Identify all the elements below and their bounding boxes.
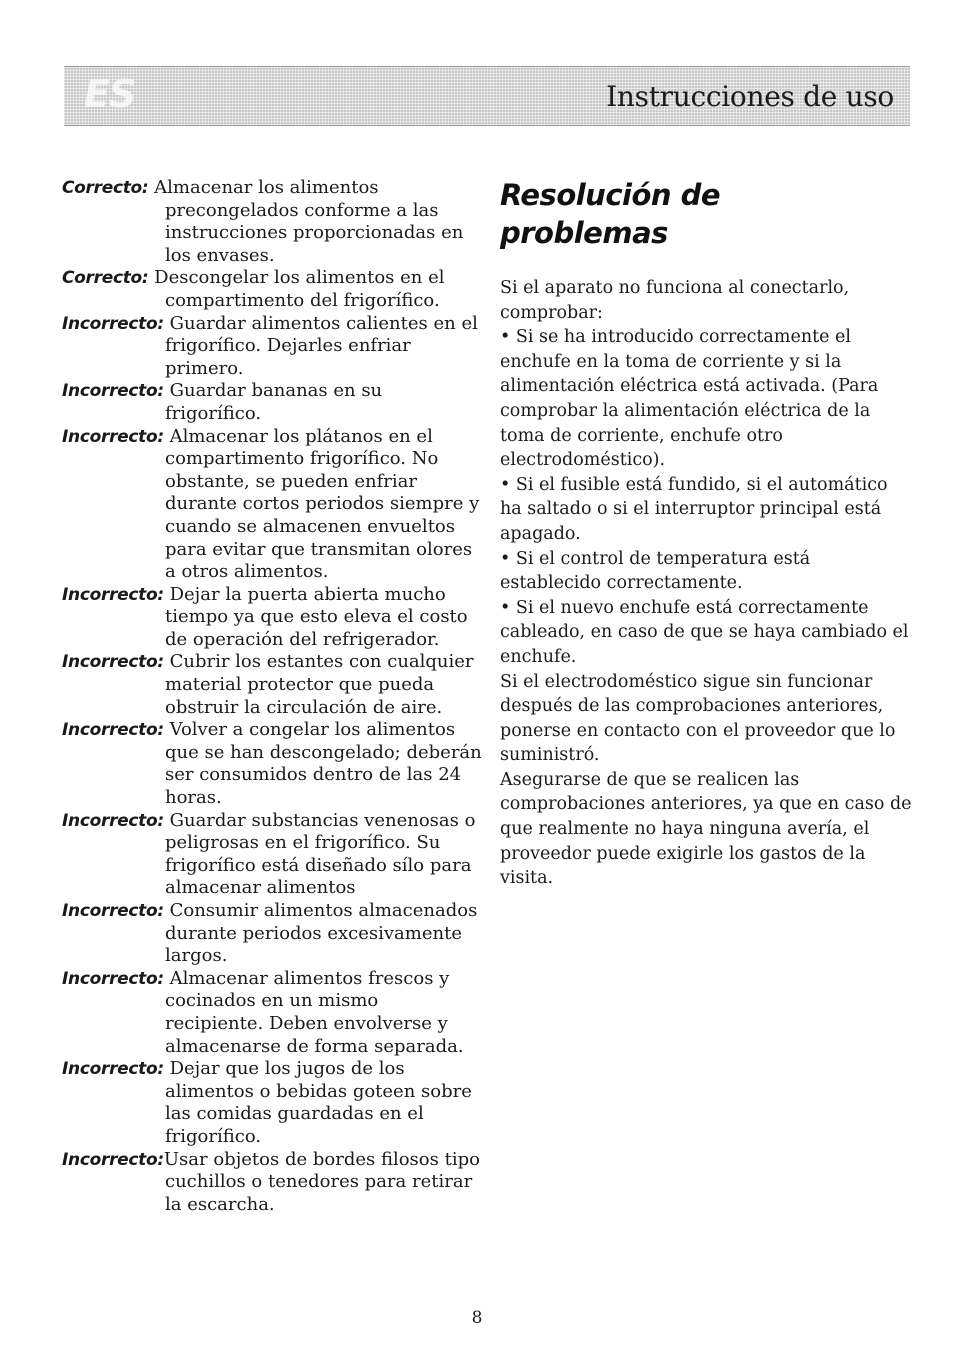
entry-text: Usar objetos de bordes filosos tipo cuchillos o tenedores para retirar la escarcha. xyxy=(163,1148,480,1215)
entry-label: Correcto: xyxy=(62,178,149,198)
list-item xyxy=(62,380,482,425)
left-column xyxy=(62,177,482,1216)
list-item xyxy=(62,177,482,267)
list-item xyxy=(62,584,482,652)
list-item xyxy=(62,313,482,381)
list-item xyxy=(62,1058,482,1148)
entry-label: Incorrecto: xyxy=(62,1149,164,1170)
body-paragraph: Asegurarse de que se realicen las comprobaciones anteriores, ya que en caso de que realmente no haya ninguna avería, el proveedor puede exigirle los gastos de la visita. xyxy=(500,769,912,889)
entry-label: Incorrecto: xyxy=(62,584,164,605)
entry-label: Incorrecto: xyxy=(62,720,164,741)
entry-text: Cubrir los estantes con cualquier material protector que pueda obstruir la circulación de aire. xyxy=(163,651,474,718)
section-title-line-1: Resolución de xyxy=(500,178,721,212)
list-item xyxy=(62,968,482,1058)
entry-label: Incorrecto: xyxy=(62,426,164,447)
list-item xyxy=(62,267,482,312)
intro-paragraph: Si el aparato no funciona al conectarlo, comprobar: xyxy=(500,278,850,323)
check-item: • Si se ha introducido correctamente el enchufe en la toma de corriente y si la alimentación eléctrica está activada. (Para comprobar la alimentación eléctrica de la toma de corriente, enchufe otro electrodoméstico). xyxy=(500,327,879,471)
entry-text: Almacenar los plátanos en el compartimento frigorífico. No obstante, se pueden enfriar durante cortos periodos siempre y cuando se almacenen envueltos para evitar que transmitan olores a otros alimentos. xyxy=(163,425,480,583)
section-title xyxy=(500,176,912,252)
check-item: • Si el fusible está fundido, si el automático ha saltado o si el interruptor principal está apagado. xyxy=(500,474,888,544)
entry-text: Consumir alimentos almacenados durante periodos excesivamente largos. xyxy=(163,900,478,967)
list-item xyxy=(62,1149,482,1217)
entry-text: Almacenar alimentos frescos y cocinados en un mismo recipiente. Deben envolverse y almacenarse de forma separada. xyxy=(163,967,464,1057)
section-title-line-2: problemas xyxy=(500,216,668,250)
entry-text: Dejar la puerta abierta mucho tiempo ya que esto eleva el costo de operación del refrigerador. xyxy=(163,583,468,650)
right-column xyxy=(500,176,912,891)
list-item xyxy=(62,719,482,809)
entry-text: Dejar que los jugos de los alimentos o bebidas goteen sobre las comidas guardadas en el frigorífico. xyxy=(163,1058,472,1147)
header-title: Instrucciones de uso xyxy=(606,80,894,113)
check-item: • Si el control de temperatura está establecido correctamente. xyxy=(500,548,811,594)
entry-label: Incorrecto: xyxy=(62,968,164,989)
entry-label: Incorrecto: xyxy=(62,810,164,831)
check-item: • Si el nuevo enchufe está correctamente cableado, en caso de que se haya cambiado el enchufe. xyxy=(500,597,909,667)
entry-text: Guardar alimentos calientes en el frigorífico. Dejarles enfriar primero. xyxy=(163,312,478,379)
entry-text: Descongelar los alimentos en el compartimento del frigorífico. xyxy=(148,267,445,311)
entry-label: Incorrecto: xyxy=(62,1059,164,1080)
entry-label: Incorrecto: xyxy=(62,381,164,402)
entry-label: Incorrecto: xyxy=(62,901,164,921)
entry-text: Guardar bananas en su frigorífico. xyxy=(163,380,383,424)
entry-label: Incorrecto: xyxy=(62,313,164,334)
body-paragraph: Si el electrodoméstico sigue sin funcionar después de las comprobaciones anteriores, ponerse en contacto con el proveedor que lo suministró. xyxy=(500,671,896,766)
entry-text: Volver a congelar los alimentos que se han descongelado; deberán ser consumidos dentro de las 24 horas. xyxy=(163,719,482,809)
entry-text: Almacenar los alimentos precongelados conforme a las instrucciones proporcionadas en los envases. xyxy=(148,177,464,266)
list-item xyxy=(62,426,482,584)
list-item xyxy=(62,810,482,900)
entry-label: Incorrecto: xyxy=(62,652,164,673)
entry-label: Correcto: xyxy=(62,268,149,289)
page-number: 8 xyxy=(471,1308,483,1328)
entry-text: Guardar substancias venenosas o peligrosas en el frigorífico. Su frigorífico está diseñado sílo para almacenar alimentos xyxy=(163,809,476,899)
language-tag: ES xyxy=(84,72,136,116)
list-item xyxy=(62,900,482,968)
list-item xyxy=(62,651,482,719)
